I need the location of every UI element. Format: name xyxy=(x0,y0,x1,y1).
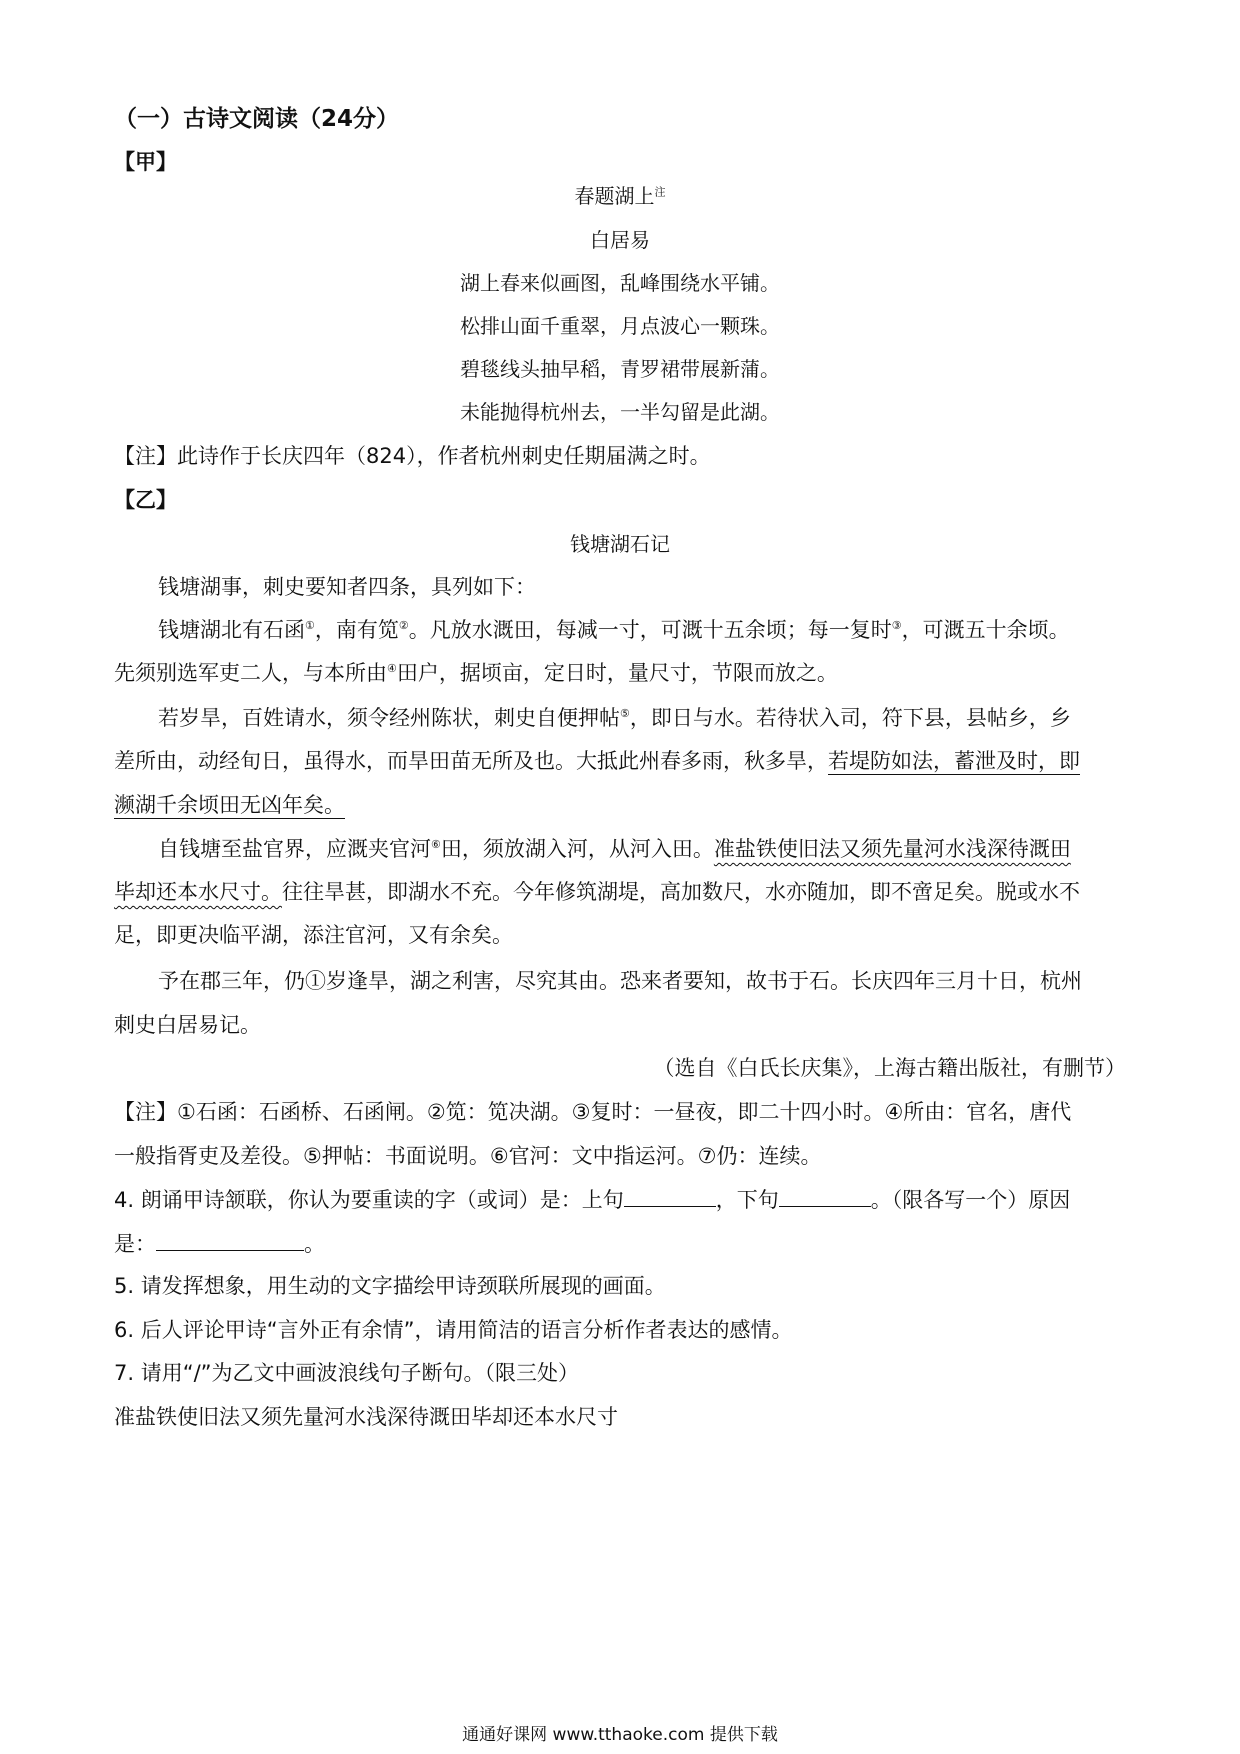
essay-paragraph-1: 钱塘湖事，刺史要知者四条，具列如下： xyxy=(158,575,536,599)
yi-notes-line-1: 【注】①石函：石函桥、石函闸。②笕：笕决湖。③复时：一昼夜，即二十四小时。④所由：官名，唐代 xyxy=(114,1100,1072,1124)
underlined-sentence: 濒湖千余顷田无凶年矣。 xyxy=(114,793,345,817)
jia-note: 【注】此诗作于长庆四年（824），作者杭州刺史任期届满之时。 xyxy=(114,444,711,468)
essay-paragraph-4-line-3: 足，即更决临平湖，添注官河，又有余矣。 xyxy=(114,923,513,947)
section-title: （一）古诗文阅读（24分） xyxy=(114,106,400,132)
wavy-underlined-sentence: 准盐铁使旧法又须先量河水浅深待溉田 xyxy=(713,837,1071,861)
poem-title-text: 春题湖上 xyxy=(574,184,655,208)
page-footer: 通通好课网 www.tthaoke.com 提供下载 xyxy=(462,1725,778,1745)
essay-paragraph-3-line-1: 若岁旱，百姓请水，须令经州陈状，刺史自便押帖⑤，即日与水。若待状入司，符下县，县帖乡，乡 xyxy=(158,706,1071,730)
poem-line: 碧毯线头抽早稻，青罗裙带展新蒲。 xyxy=(460,357,780,381)
essay-paragraph-4-line-2: 毕却还本水尺寸。往往旱甚，即湖水不充。今年修筑湖堤，高加数尺，水亦随加，即不啻足矣。脱或水不 xyxy=(114,880,1080,904)
yi-label: 【乙】 xyxy=(114,488,177,512)
poem-title-note-mark: 注 xyxy=(654,185,666,199)
underlined-sentence: 若堤防如法，蓄泄及时，即 xyxy=(828,749,1080,773)
essay-paragraph-5-line-1: 予在郡三年，仍①岁逢旱，湖之利害，尽究其由。恐来者要知，故书于石。长庆四年三月十日，杭州 xyxy=(158,969,1082,993)
essay-paragraph-3-line-3 xyxy=(114,790,1126,820)
jia-label: 【甲】 xyxy=(114,150,177,174)
question-4-reason: 是： 。 xyxy=(114,1228,1126,1259)
poem-line: 湖上春来似画图，乱峰围绕水平铺。 xyxy=(460,271,780,295)
answer-blank[interactable] xyxy=(779,1184,871,1207)
essay-title: 钱塘湖石记 xyxy=(570,532,670,556)
poem-line: 未能抛得杭州去，一半勾留是此湖。 xyxy=(460,400,780,424)
essay-paragraph-2-line-2: 先须别选军吏二人，与本所由④田户，据顷亩，定日时，量尺寸，节限而放之。 xyxy=(114,661,838,685)
yi-notes-line-2: 一般指胥吏及差役。⑤押帖：书面说明。⑥官河：文中指运河。⑦仍：连续。 xyxy=(114,1144,822,1168)
answer-blank[interactable] xyxy=(156,1228,304,1251)
question-4: 4. 朗诵甲诗颔联，你认为要重读的字（或词）是：上句 ，下句 。（限各写一个）原因 xyxy=(114,1184,1126,1215)
question-7-sentence: 准盐铁使旧法又须先量河水浅深待溉田毕却还本水尺寸 xyxy=(114,1405,618,1429)
essay-paragraph-5-line-2: 刺史白居易记。 xyxy=(114,1013,261,1037)
poem-title xyxy=(0,181,1240,211)
question-5: 5. 请发挥想象，用生动的文字描绘甲诗颈联所展现的画面。 xyxy=(114,1274,666,1298)
poem-author: 白居易 xyxy=(590,228,650,252)
wavy-underlined-sentence: 毕却还本水尺寸。 xyxy=(114,880,282,904)
essay-paragraph-3-line-2: 差所由，动经旬日，虽得水，而旱田苗无所及也。大抵此州春多雨，秋多旱，若堤防如法，蓄泄及时，即 xyxy=(114,749,1080,773)
source-citation: （选自《白氏长庆集》，上海古籍出版社，有删节） xyxy=(653,1056,1126,1080)
essay-paragraph-4-line-1: 自钱塘至盐官界，应溉夹官河⑥田，须放湖入河，从河入田。准盐铁使旧法又须先量河水浅深待溉田 xyxy=(158,837,1071,861)
answer-blank[interactable] xyxy=(624,1184,716,1207)
poem-line: 松排山面千重翠，月点波心一颗珠。 xyxy=(460,314,780,338)
essay-paragraph-2-line-1: 钱塘湖北有石函①，南有笕②。凡放水溉田，每减一寸，可溉十五余顷；每一复时③，可溉五十余顷。 xyxy=(158,618,1070,642)
question-7: 7. 请用“/”为乙文中画波浪线句子断句。（限三处） xyxy=(114,1361,580,1385)
question-6: 6. 后人评论甲诗“言外正有余情”，请用简洁的语言分析作者表达的感情。 xyxy=(114,1318,793,1342)
